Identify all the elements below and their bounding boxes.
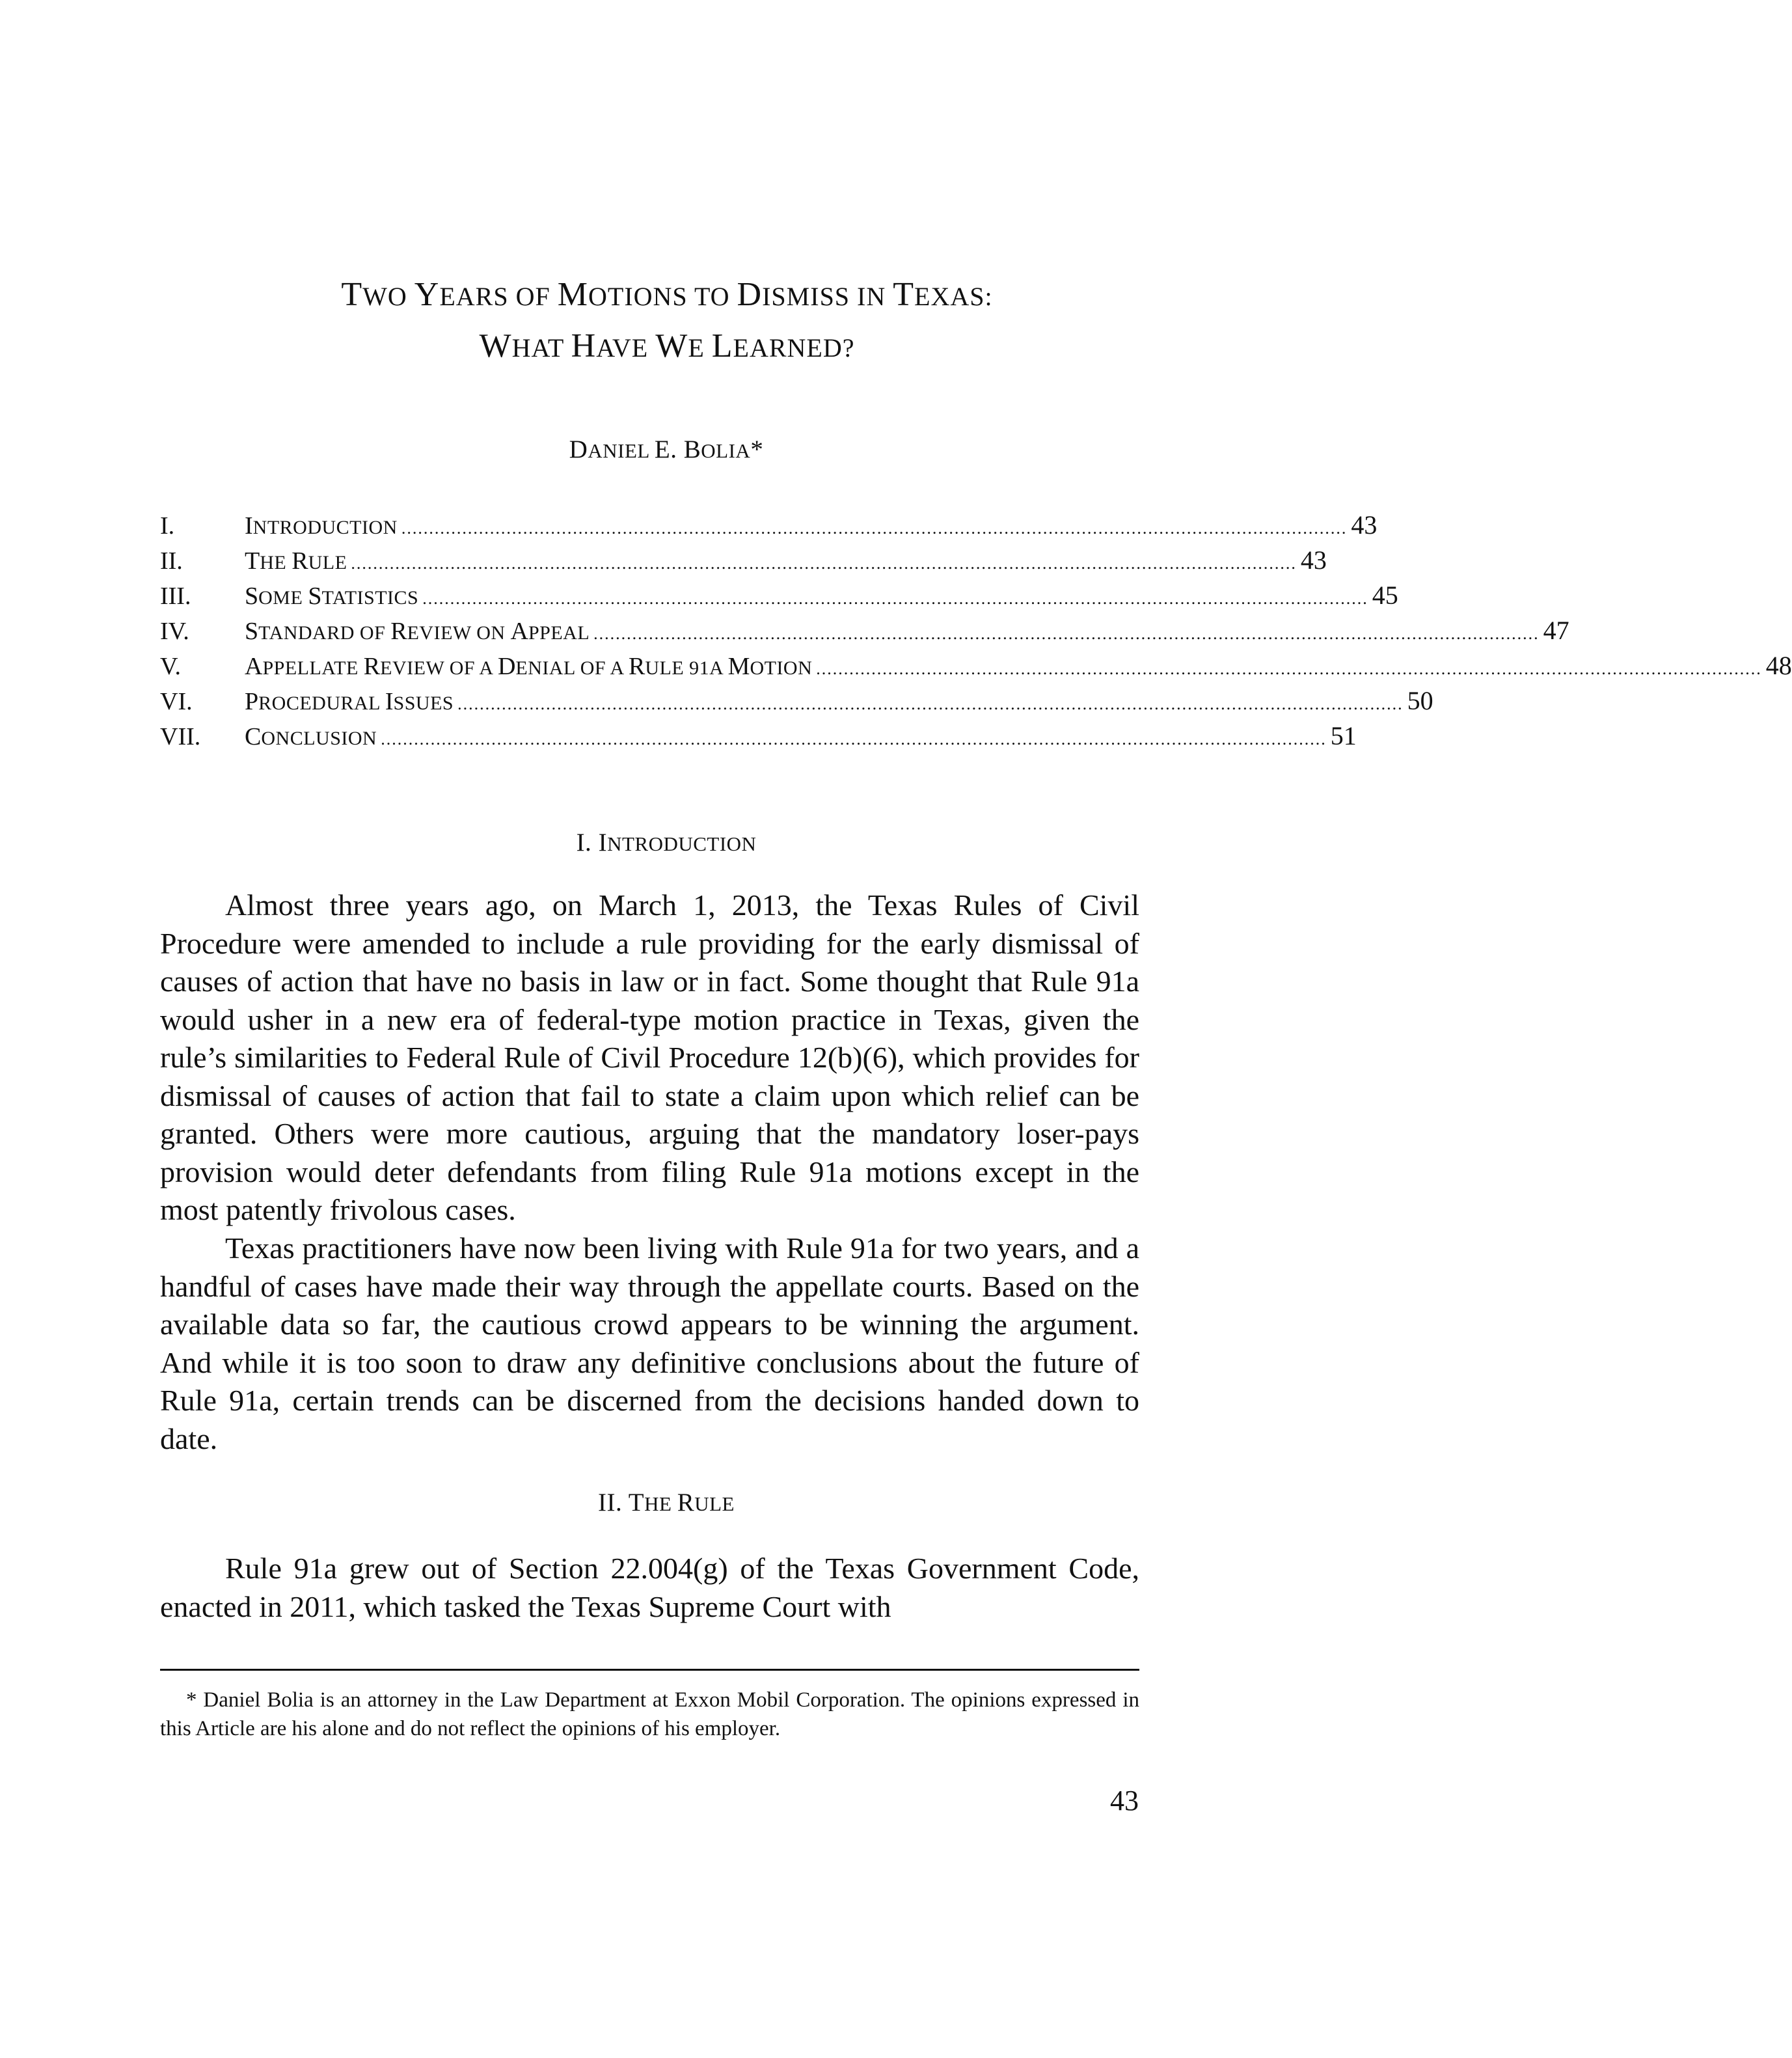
author-byline: DANIEL E. BOLIA* bbox=[569, 435, 764, 463]
toc-entry-some-statistics[interactable]: III. SOME STATISTICS ........................................................................................................................................................................... 45 bbox=[160, 578, 1139, 613]
body-paragraph-2: Texas practitioners have now been living with Rule 91a for two years, and a handful of cases have made their way through the appellate courts. Based on the available data so far, the cautious crowd appears to be winning the argument. And while it is too soon to draw any definitive conclusions about the future of Rule 91a, certain trends can be discerned from the decisions handed down to date. bbox=[160, 1231, 1139, 1455]
body-paragraph-3: Rule 91a grew out of Section 22.004(g) of the Texas Government Code, enacted in 2011, which tasked the Texas Supreme Court with bbox=[160, 1552, 1139, 1623]
toc-entry-procedural-issues[interactable]: VI. PROCEDURAL ISSUES ........................................................................................................................................................................... 50 bbox=[160, 683, 1139, 719]
toc-leader-dots: ........................................................................................................................................................................... bbox=[351, 554, 1297, 573]
footnote-marker: * bbox=[750, 435, 764, 463]
toc-leader-dots: ........................................................................................................................................................................... bbox=[422, 589, 1368, 608]
footnote: * Daniel Bolia is an attorney in the Law Department at Exxon Mobil Corporation. The opinions expressed in this Article are his alone and do not reflect the opinions of his employer. bbox=[160, 1688, 1139, 1740]
toc-leader-dots: ........................................................................................................................................................................... bbox=[593, 624, 1540, 643]
toc-leader-dots: ........................................................................................................................................................................... bbox=[381, 730, 1327, 748]
toc-leader-dots: ........................................................................................................................................................................... bbox=[457, 694, 1404, 713]
toc-entry-the-rule[interactable]: II. THE RULE ........................................................................................................................................................................... 43 bbox=[160, 543, 1139, 578]
body-paragraph-1: Almost three years ago, on March 1, 2013, the Texas Rules of Civil Procedure were amended to include a rule providing for the early dismissal of causes of action that have no basis in law or in fact. Some thought that Rule 91a would usher in a new era of federal-type motion practice in Texas, given the rule’s similarities to Federal Rule of Civil Procedure 12(b)(6), which provides for dismissal of causes of action that fail to state a claim upon which relief can be granted. Others were more cautious, arguing that the mandatory loser-pays provision would deter defendants from filing Rule 91a motions except in the most patently frivolous cases. bbox=[160, 888, 1139, 1226]
article-title-line-2: WHAT HAVE WE LEARNED? bbox=[479, 327, 855, 364]
article-title-line-1: TWO YEARS OF MOTIONS TO DISMISS IN TEXAS: bbox=[341, 276, 993, 313]
toc-leader-dots: ........................................................................................................................................................................... bbox=[401, 519, 1348, 538]
toc-entry-standard-of-review[interactable]: IV. STANDARD OF REVIEW ON APPEAL ........................................................................................................................................................................... 47 bbox=[160, 613, 1139, 648]
toc-entry-introduction[interactable]: I. INTRODUCTION ........................................................................................................................................................................... 43 bbox=[160, 508, 1139, 543]
toc-entry-appellate-review[interactable]: V. APPELLATE REVIEW OF A DENIAL OF A RULE 91A MOTION ........................................................................................................................................................................... 48 bbox=[160, 648, 1139, 683]
footnote-divider bbox=[160, 1669, 1139, 1671]
section-heading-the-rule: II. THE RULE bbox=[598, 1489, 735, 1516]
toc-leader-dots: ........................................................................................................................................................................... bbox=[816, 659, 1762, 678]
section-heading-introduction: I. INTRODUCTION bbox=[576, 829, 757, 857]
table-of-contents bbox=[160, 508, 1792, 754]
page-number: 43 bbox=[1110, 1785, 1139, 1817]
toc-entry-conclusion[interactable]: VII. CONCLUSION ........................................................................................................................................................................... 51 bbox=[160, 719, 1139, 754]
